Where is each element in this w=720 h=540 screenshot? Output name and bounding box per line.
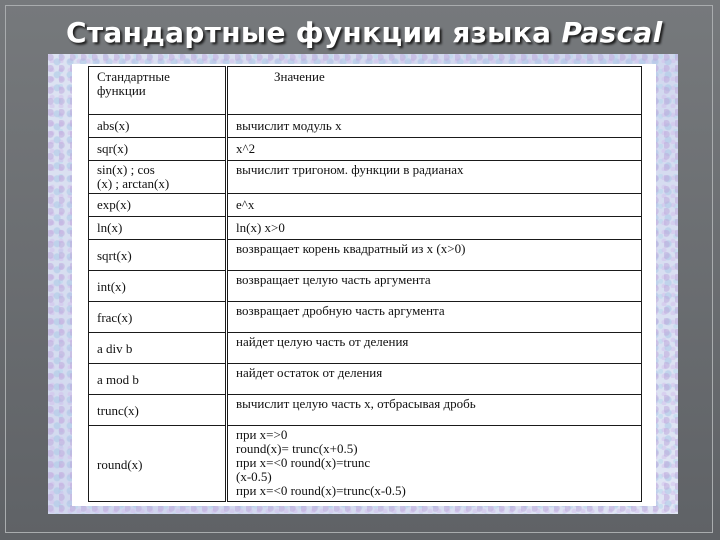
table-row	[89, 138, 642, 161]
table-row	[89, 333, 642, 364]
function-description: вычислит целую часть x, отбрасывая дробь	[227, 395, 642, 426]
table-row	[89, 161, 642, 194]
function-description: e^x	[227, 194, 642, 217]
function-name: a div b	[89, 333, 227, 364]
function-description: x^2	[227, 138, 642, 161]
header-meaning: Значение	[227, 67, 642, 115]
function-description: при x=>0 round(x)= trunc(x+0.5) при x=<0 round(x)=trunc (x-0.5) при x=<0 round(x)=trunc(x-0.5)	[227, 426, 642, 502]
function-description: вычислит модуль x	[227, 115, 642, 138]
function-description: найдет остаток от деления	[227, 364, 642, 395]
table-row	[89, 395, 642, 426]
function-description: возвращает корень квадратный из x (x>0)	[227, 240, 642, 271]
function-description: найдет целую часть от деления	[227, 333, 642, 364]
function-name: trunc(x)	[89, 395, 227, 426]
function-name: sqrt(x)	[89, 240, 227, 271]
slide-title-text: Стандартные функции языка	[66, 16, 562, 49]
function-description: вычислит тригоном. функции в радианах	[227, 161, 642, 194]
function-name: sin(x) ; cos (x) ; arctan(x)	[89, 161, 227, 194]
table-row	[89, 302, 642, 333]
function-description: возвращает целую часть аргумента	[227, 271, 642, 302]
function-name: ln(x)	[89, 217, 227, 240]
table-row	[89, 240, 642, 271]
table-row	[89, 115, 642, 138]
table-row	[89, 364, 642, 395]
slide-title	[66, 16, 706, 56]
functions-table	[88, 66, 642, 502]
function-description: возвращает дробную часть аргумента	[227, 302, 642, 333]
function-name: exp(x)	[89, 194, 227, 217]
table-row	[89, 194, 642, 217]
header-functions: Стандартные функции	[89, 67, 227, 115]
table-header-row	[89, 67, 642, 115]
function-name: frac(x)	[89, 302, 227, 333]
function-name: abs(x)	[89, 115, 227, 138]
function-name: a mod b	[89, 364, 227, 395]
function-name: sqr(x)	[89, 138, 227, 161]
slide-title-pascal: Pascal	[561, 16, 663, 49]
table-row	[89, 271, 642, 302]
table-row	[89, 426, 642, 502]
function-name: round(x)	[89, 426, 227, 502]
function-description: ln(x) x>0	[227, 217, 642, 240]
table-row	[89, 217, 642, 240]
function-name: int(x)	[89, 271, 227, 302]
